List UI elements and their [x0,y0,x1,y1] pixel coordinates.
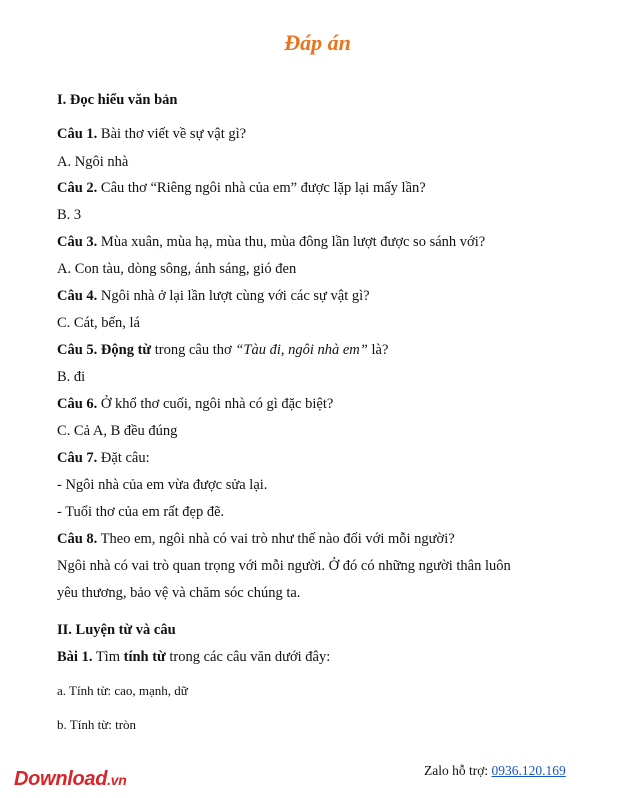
page-title: Đáp án [284,30,351,55]
support-label: Zalo hỗ trợ: [424,763,492,778]
exercise-1 [57,649,330,666]
question-5 [57,342,388,359]
question-quote: “Tàu đi, ngôi nhà em” [235,342,368,358]
question-text-end: là? [367,342,389,358]
exercise-answer-a: a. Tính từ: cao, mạnh, dữ [57,683,188,698]
exercise-text-end: trong các câu văn dưới đây: [165,649,331,665]
question-1 [57,126,246,143]
question-3 [57,234,485,251]
answer-8-line-1: Ngôi nhà có vai trò quan trọng với mỗi người. Ở đó có những người thân luôn [57,558,511,574]
answer-8-line-2: yêu thương, bảo vệ và chăm sóc chúng ta. [57,585,301,601]
exercise-bold-word: tính từ [123,649,166,665]
question-text: Bài thơ viết về sự vật gì? [97,126,247,142]
answer-5: B. đi [57,369,86,385]
support-phone-link[interactable]: 0936.120.169 [491,763,566,778]
answer-2: B. 3 [57,207,82,223]
question-2 [57,180,426,197]
question-label: Câu 4. [57,288,98,304]
logo-text: Download [14,768,108,790]
question-text: Câu thơ “Riêng ngôi nhà của em” được lặp lại mấy lần? [97,180,426,196]
question-6 [57,396,333,413]
logo-tld: .vn [107,772,127,788]
question-label: Câu 8. [57,531,98,547]
download-logo[interactable] [14,768,126,791]
answer-1: A. Ngôi nhà [57,154,129,170]
question-text: Đặt câu: [97,450,150,466]
question-text: Mùa xuân, mùa hạ, mùa thu, mùa đông lần lượt được so sánh với? [97,234,486,250]
question-7 [57,450,150,467]
question-8 [57,531,455,548]
question-bold-word: Động từ [100,342,152,358]
exercise-label: Bài 1. [57,649,93,665]
exercise-answer-b: b. Tính từ: tròn [57,717,137,732]
question-label: Câu 3. [57,234,98,250]
question-text: Ngôi nhà ở lại lần lượt cùng với các sự vật gì? [97,288,370,304]
question-label: Câu 6. [57,396,98,412]
question-text: Ở khổ thơ cuối, ngôi nhà có gì đặc biệt? [97,396,334,412]
zalo-support [424,763,566,779]
answer-7-line-2: - Tuổi thơ của em rất đẹp đẽ. [57,504,225,520]
question-label: Câu 1. [57,126,98,142]
section-heading-1: I. Đọc hiểu văn bản [57,92,178,108]
question-text: trong câu thơ [151,342,236,358]
question-text: Theo em, ngôi nhà có vai trò như thế nào đối với mỗi người? [97,531,455,547]
question-label: Câu 2. [57,180,98,196]
section-heading-2: II. Luyện từ và câu [57,622,176,638]
exercise-text: Tìm [92,649,124,665]
answer-4: C. Cát, bến, lá [57,315,140,331]
question-label: Câu 7. [57,450,98,466]
answer-3: A. Con tàu, dòng sông, ánh sáng, gió đen [57,261,297,277]
question-label: Câu 5. [57,342,98,358]
question-4 [57,288,370,305]
answer-6: C. Cả A, B đều đúng [57,423,178,439]
answer-7-line-1: - Ngôi nhà của em vừa được sửa lại. [57,477,268,493]
